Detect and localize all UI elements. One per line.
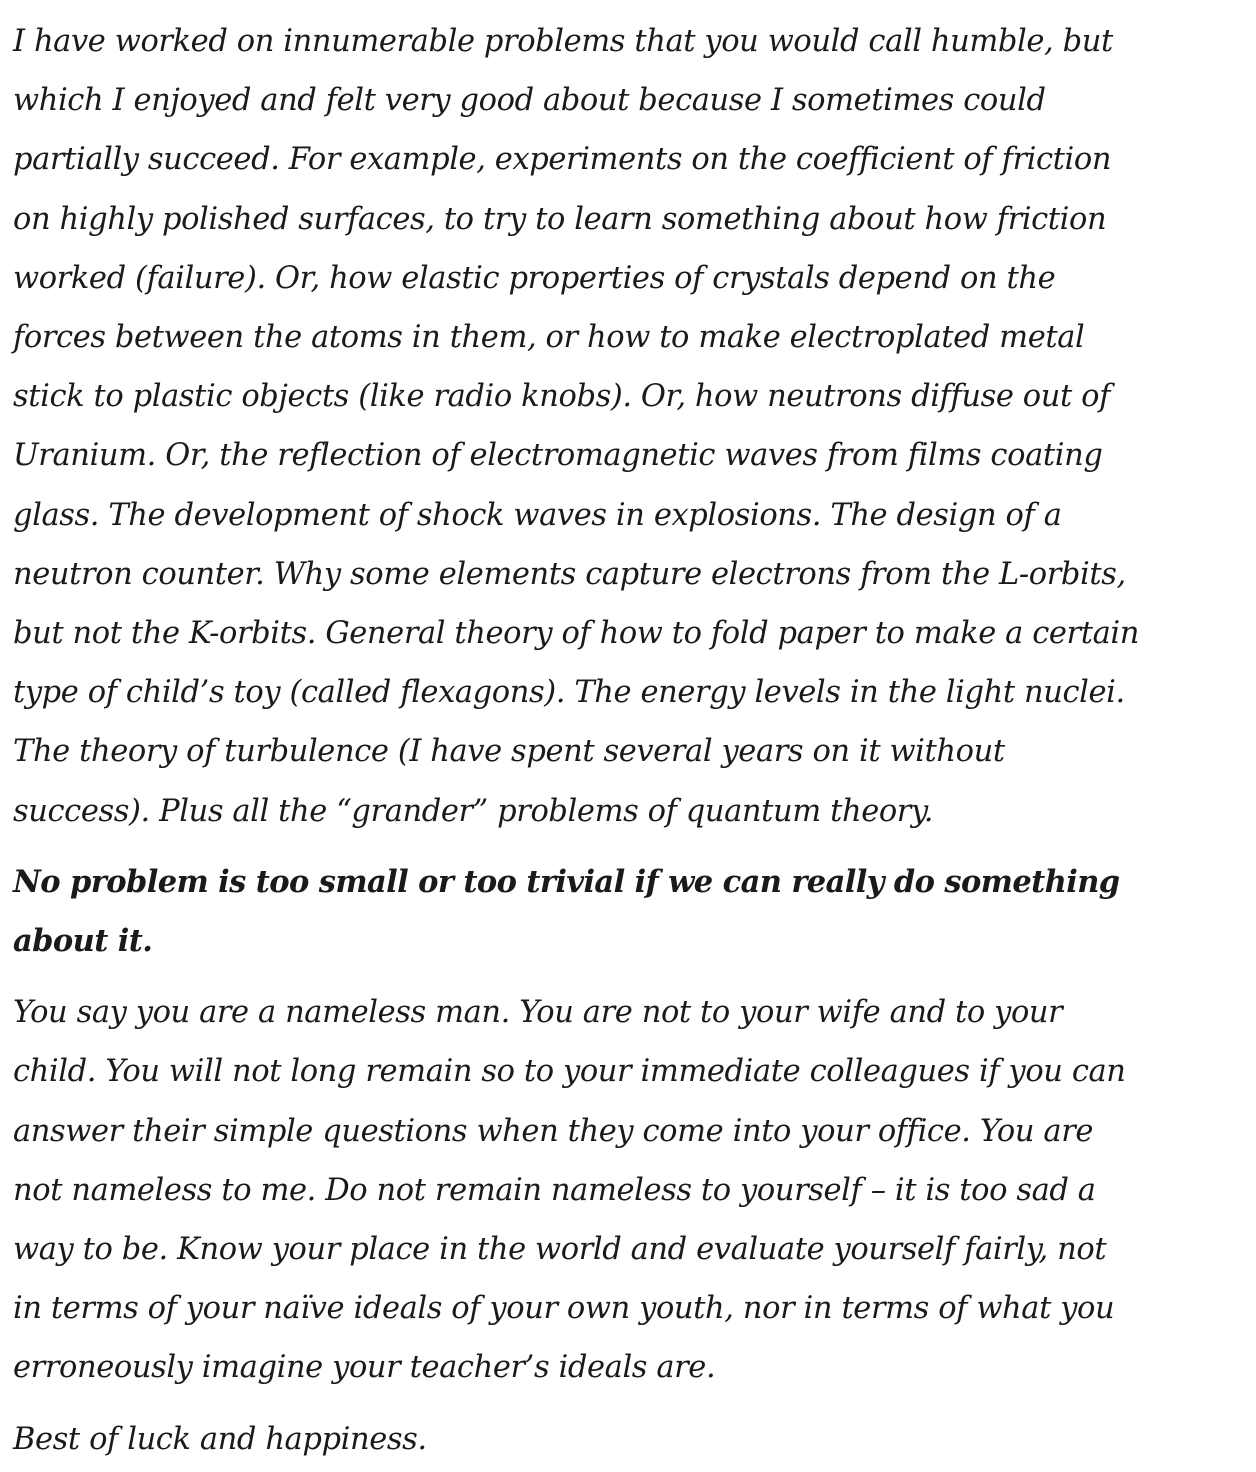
emphasized-statement: No problem is too small or too trivial if we can really do something about it.	[13, 863, 1120, 960]
letter-body	[13, 12, 1143, 1469]
body-paragraph-humble-problems: I have worked on innumerable problems that you would call humble, but which I enjoyed and felt very good about because I sometimes could partially succeed. For example, experiments on the coefficient of friction on highly polished surfaces, to try to learn something about how friction worked (failure). Or, how elastic properties of crystals depend on the forces between the atoms in them, or how to make electroplated metal stick to plastic objects (like radio knobs). Or, how neutrons diffuse out of Uranium. Or, the reflection of electromagnetic waves from films coating glass. The development of shock waves in explosions. The design of a neutron counter. Why some elements capture electrons from the L-orbits, but not the K-orbits. General theory of how to fold paper to make a certain type of child’s toy (called flexagons). The energy levels in the light nuclei. The theory of turbulence (I have spent several years on it without success). Plus all the “grander” problems of quantum theory.	[13, 24, 1139, 829]
closing-line: Best of luck and happiness.	[13, 1421, 427, 1457]
body-paragraph-nameless-man: You say you are a nameless man. You are not to your wife and to your child. You will not long remain so to your immediate colleagues if you can answer their simple questions when they come into your office. You are not nameless to me. Do not remain nameless to yourself – it is too sad a way to be. Know your place in the world and evaluate yourself fairly, not in terms of your naïve ideals of your own youth, nor in terms of what you erroneously imagine your teacher’s ideals are.	[13, 995, 1126, 1386]
